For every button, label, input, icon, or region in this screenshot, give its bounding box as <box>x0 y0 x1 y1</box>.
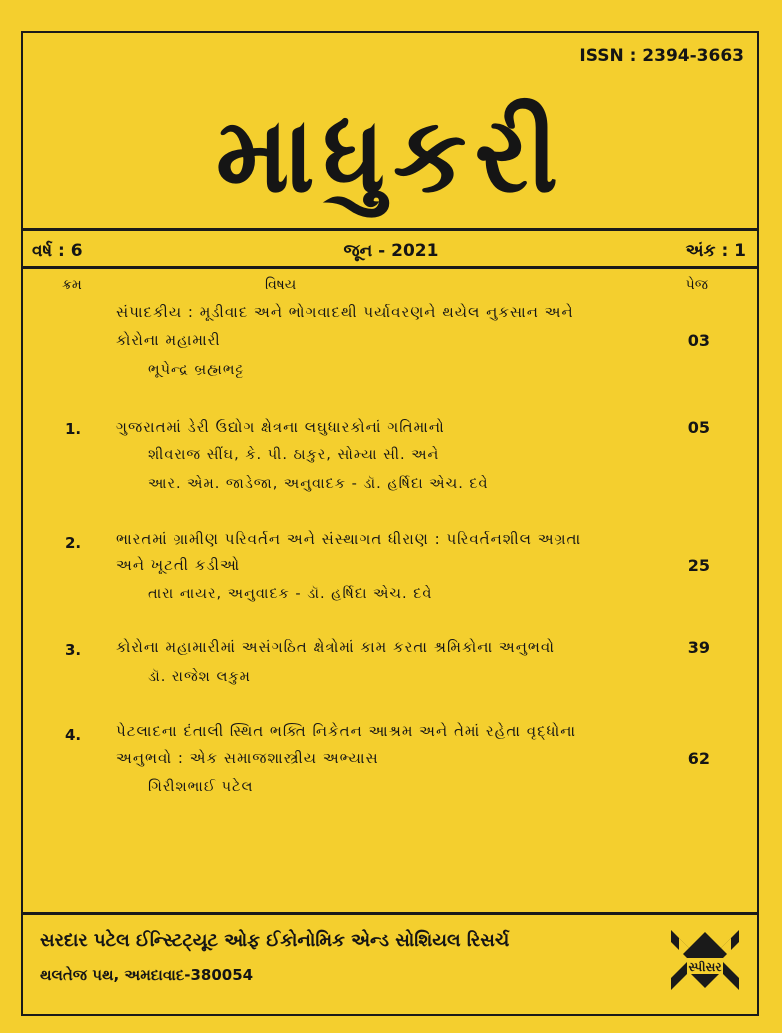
institute-name: સરદાર પટેલ ઈન્સ્ટિટ્યૂટ ઓફ ઈકોનોમિક એન્ડ સોશિયલ રિસર્ચ <box>40 930 510 951</box>
article-title-line2: અને ખૂટતી કડીઓ <box>116 556 241 574</box>
journal-title: માધુકરી <box>215 94 567 216</box>
issue-date: જૂન - 2021 <box>343 241 439 261</box>
meta-rule <box>21 266 759 269</box>
article-number: 1. <box>65 420 82 438</box>
article-title-line1: ભારતમાં ગ્રામીણ પરિવર્તન અને સંસ્થાગત ધીરાણ : પરિવર્તનશીલ અગ્રતા <box>116 530 582 548</box>
article-title-line1: કોરોના મહામારીમાં અસંગઠિત ક્ષેત્રોમાં કામ કરતા શ્રમિકોના અનુભવો <box>116 638 556 656</box>
article-number: 4. <box>65 726 82 744</box>
editorial-page: 03 <box>687 331 710 350</box>
article-page: 62 <box>687 749 710 768</box>
logo-text: સ્પીસર <box>688 960 722 974</box>
article-author-line1: ગિરીશભાઈ પટેલ <box>148 779 254 795</box>
article-page: 25 <box>687 556 710 575</box>
editorial-author: ભૂપેન્દ્ર બ્રહ્મભટ્ટ <box>148 362 245 378</box>
issue-number: અંક : 1 <box>685 241 746 261</box>
article-number: 2. <box>65 534 82 552</box>
column-page-header: પેજ <box>685 277 708 293</box>
editorial-title-line2: કોરોના મહામારી <box>116 331 221 349</box>
article-author-line1: તારા નાયર, અનુવાદક - ડૉ. હર્ષિદા એચ. દવે <box>148 586 433 602</box>
header-rule <box>21 228 759 231</box>
article-page: 39 <box>687 638 710 657</box>
footer-rule <box>21 912 759 915</box>
article-title-line2: અનુભવો : એક સમાજશાસ્ત્રીય અભ્યાસ <box>116 749 379 767</box>
article-author-line1: ડૉ. રાજેશ લકુમ <box>148 669 251 685</box>
article-author-line2: આર. એમ. જાડેજા, અનુવાદક - ડૉ. હર્ષિદા એચ. દવે <box>148 476 489 492</box>
issue-year: વર્ષ : 6 <box>32 241 83 261</box>
institute-address: થલતેજ પથ, અમદાવાદ-380054 <box>40 966 254 984</box>
issn-label: ISSN : 2394-3663 <box>579 46 744 66</box>
column-index-header: ક્રમ <box>62 277 82 293</box>
institute-logo-icon <box>665 920 745 1000</box>
article-number: 3. <box>65 641 82 659</box>
article-author-line1: શીવરાજ સીંઘ, કે. પી. ઠાકુર, સોમ્યા સી. અને <box>148 447 440 463</box>
article-title-line1: પેટલાદના દંતાલી સ્થિત ભક્તિ નિકેતન આશ્રમ અને તેમાં રહેતા વૃદ્ધોના <box>116 722 577 740</box>
article-page: 05 <box>687 418 710 437</box>
column-subject-header: વિષય <box>265 277 297 293</box>
editorial-title-line1: સંપાદકીય : મૂડીવાદ અને ભોગવાદથી પર્યાવરણને થયેલ નુકસાન અને <box>116 303 574 321</box>
article-title-line1: ગુજરાતમાં ડેરી ઉદ્યોગ ક્ષેત્રના લઘુધારકોનાં ગતિમાનો <box>116 418 445 436</box>
